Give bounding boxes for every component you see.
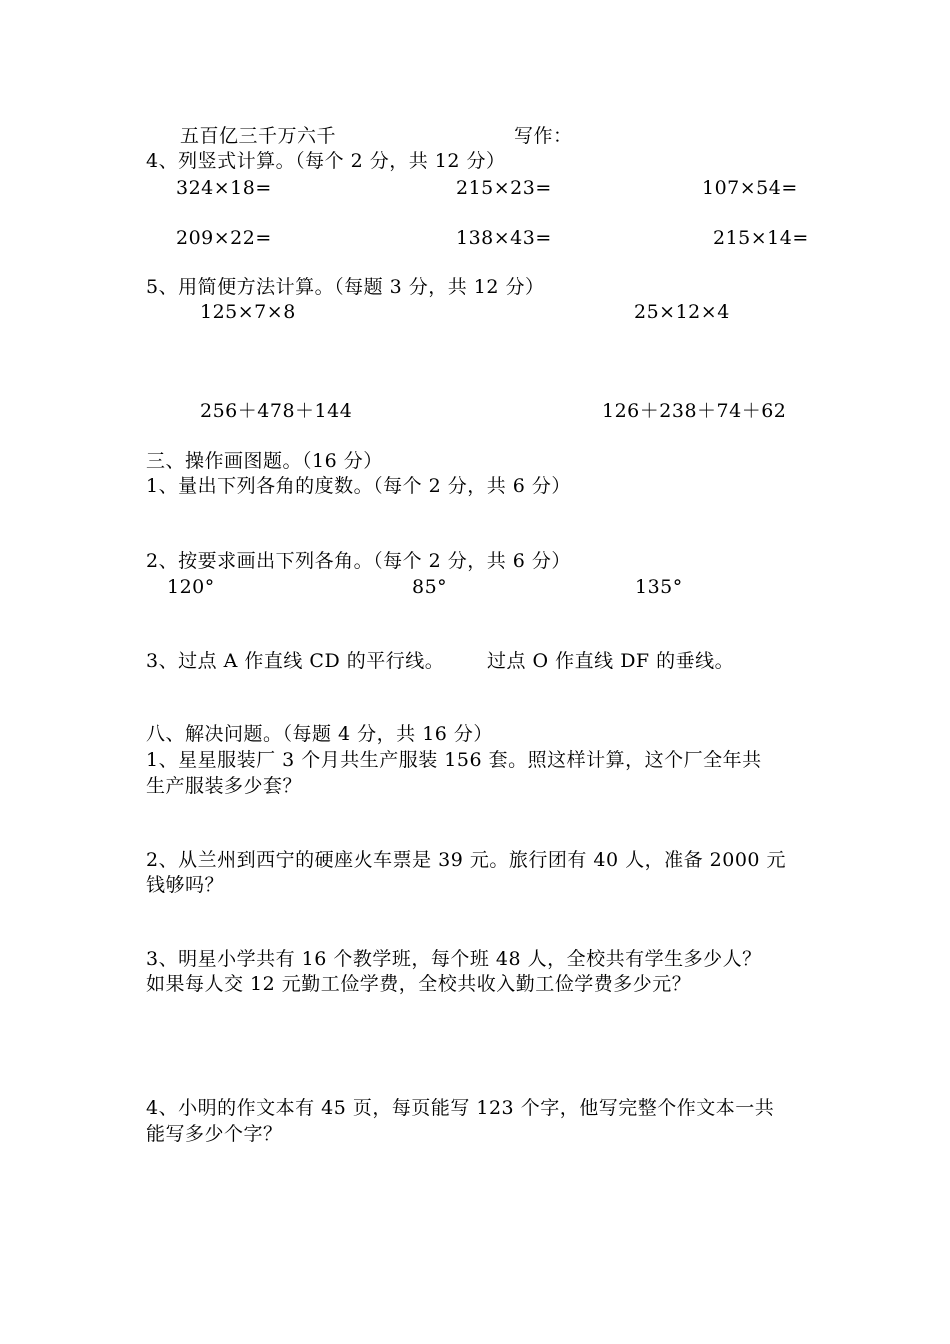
section3-heading: 三、操作画图题。（16 分） <box>146 450 383 472</box>
problem-2-line-1: 2、从兰州到西宁的硬座火车票是 39 元。旅行团有 40 人，准备 2000 元 <box>146 849 787 871</box>
section3-q3-parallel: 3、过点 A 作直线 CD 的平行线。 <box>146 650 445 672</box>
section3-q2: 2、按要求画出下列各角。（每个 2 分，共 6 分） <box>146 550 571 572</box>
q5-heading: 5、用简便方法计算。（每题 3 分，共 12 分） <box>146 276 545 298</box>
problem-4-line-2: 能写多少个字？ <box>146 1123 283 1145</box>
problem-4-line-1: 4、小明的作文本有 45 页，每页能写 123 个字，他写完整个作文本一共 <box>146 1097 775 1119</box>
q4-expr-5: 138×43= <box>456 227 552 249</box>
problem-3-line-2: 如果每人交 12 元勤工俭学费，全校共收入勤工俭学费多少元？ <box>146 973 692 995</box>
q5-expr-2: 25×12×4 <box>634 301 730 323</box>
q4-heading: 4、列竖式计算。（每个 2 分，共 12 分） <box>146 150 506 172</box>
write-label: 写作： <box>514 125 573 147</box>
section8-heading: 八、解决问题。（每题 4 分，共 16 分） <box>146 723 493 745</box>
q5-expr-3: 256＋478＋144 <box>200 400 353 422</box>
angle-3: 135° <box>635 576 683 598</box>
angle-1: 120° <box>167 576 215 598</box>
section3-q1: 1、量出下列各角的度数。（每个 2 分，共 6 分） <box>146 475 571 497</box>
number-words: 五百亿三千万六千 <box>180 125 337 147</box>
q4-expr-3: 107×54= <box>702 177 798 199</box>
q4-expr-6: 215×14= <box>713 227 809 249</box>
problem-2-line-2: 钱够吗？ <box>146 874 225 896</box>
problem-1-line-2: 生产服装多少套？ <box>146 775 303 797</box>
angle-2: 85° <box>412 576 448 598</box>
section3-q3-perpendicular: 过点 O 作直线 DF 的垂线。 <box>487 650 735 672</box>
q4-expr-4: 209×22= <box>176 227 272 249</box>
problem-3-line-1: 3、明星小学共有 16 个教学班，每个班 48 人，全校共有学生多少人？ <box>146 948 762 970</box>
q4-expr-1: 324×18= <box>176 177 272 199</box>
q4-expr-2: 215×23= <box>456 177 552 199</box>
q5-expr-4: 126＋238＋74＋62 <box>602 400 787 422</box>
problem-1-line-1: 1、星星服装厂 3 个月共生产服装 156 套。照这样计算，这个厂全年共 <box>146 749 762 771</box>
q5-expr-1: 125×7×8 <box>200 301 296 323</box>
